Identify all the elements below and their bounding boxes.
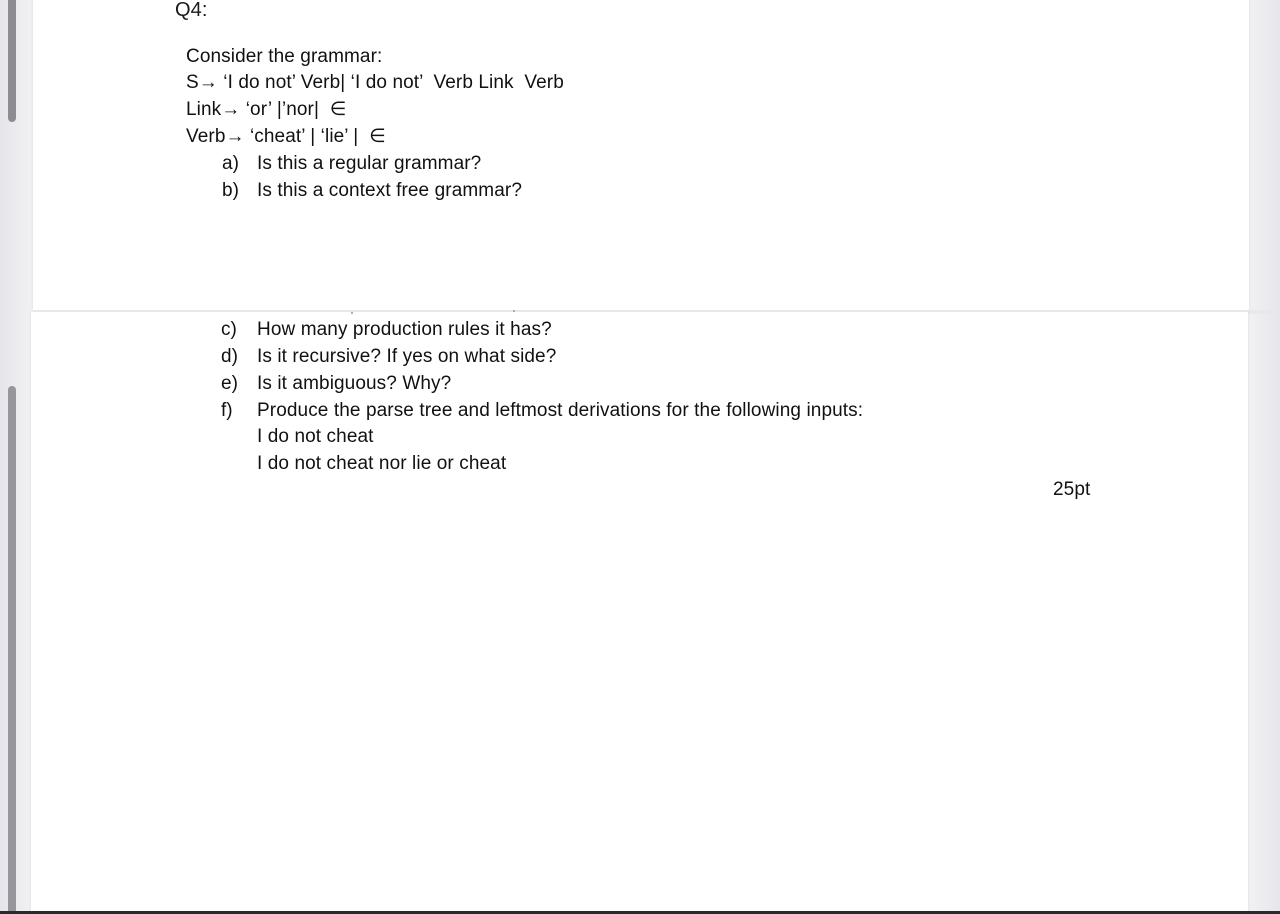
part-b-label: b) xyxy=(222,180,239,201)
page-gap xyxy=(1248,310,1280,314)
part-c-label: c) xyxy=(221,319,237,340)
input-example-1: I do not cheat xyxy=(257,426,374,447)
scan-speck xyxy=(351,312,353,314)
grammar-rule-verb: Verb→ ‘cheat’ | ‘lie’ | ∈ xyxy=(186,126,386,147)
grammar-rule-link: Link→ ‘or’ |’nor| ∈ xyxy=(186,99,347,120)
part-d-text: Is it recursive? If yes on what side? xyxy=(257,346,557,367)
part-e-text: Is it ambiguous? Why? xyxy=(257,373,452,394)
points-value: 25pt xyxy=(1053,479,1091,500)
input-example-2: I do not cheat nor lie or cheat xyxy=(257,453,507,474)
part-d-label: d) xyxy=(221,346,238,367)
part-c-text: How many production rules it has? xyxy=(257,319,552,340)
scroll-indicator-top[interactable] xyxy=(8,0,16,122)
scroll-indicator-bottom[interactable] xyxy=(8,386,16,914)
grammar-intro: Consider the grammar: xyxy=(186,46,383,67)
scan-speck xyxy=(513,310,515,312)
part-a-text: Is this a regular grammar? xyxy=(257,153,482,174)
part-b-text: Is this a context free grammar? xyxy=(257,180,522,201)
part-f-label: f) xyxy=(221,400,233,421)
part-f-text: Produce the parse tree and leftmost derivations for the following inputs: xyxy=(257,400,864,421)
part-a-label: a) xyxy=(222,153,239,174)
part-e-label: e) xyxy=(221,373,238,394)
question-title: Q4: xyxy=(175,0,208,21)
grammar-rule-s: S→ ‘I do not’ Verb| ‘I do not’ Verb Link Verb xyxy=(186,72,564,93)
